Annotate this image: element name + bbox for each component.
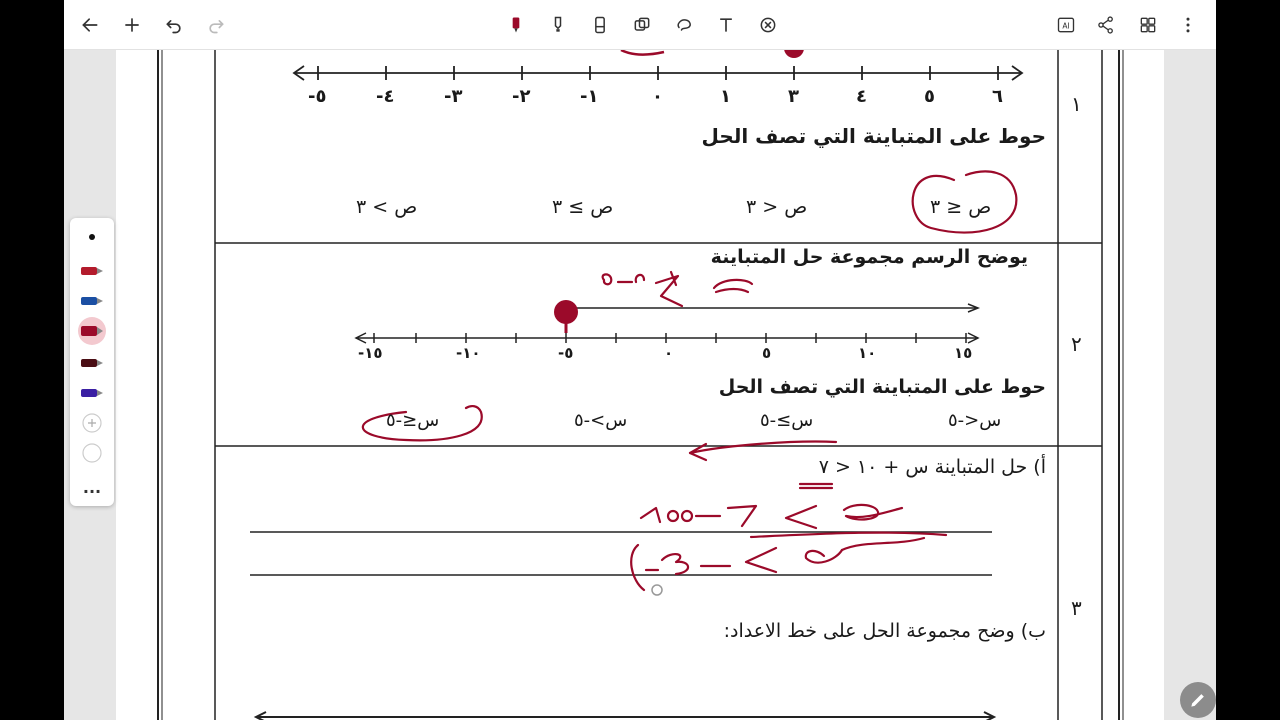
q1-option-3[interactable]: ص < ٣ [746,196,808,218]
dot-pen-icon[interactable] [78,226,106,248]
add-pen-icon[interactable] [78,412,106,434]
q1-tick-label: ٣ [788,86,799,107]
pencil-icon [1188,690,1208,710]
q2-number: ٢ [1071,332,1082,356]
edit-fab-button[interactable] [1180,682,1216,718]
maroon-pen-icon[interactable] [78,352,106,374]
lasso-icon[interactable] [630,13,654,37]
q2-tick-label: ١٥ [954,344,973,362]
q2-tick-label: ١٥- [358,344,383,362]
q3-number: ٣ [1071,596,1082,620]
ai-label: AI [1062,21,1070,31]
redo-icon[interactable] [204,13,228,37]
q1-number: ١ [1071,92,1082,116]
pen-tray [70,218,114,506]
q2-option-4[interactable]: س<-٥ [948,410,1002,431]
q1-tick-label: ٣- [444,86,463,107]
q1-option-2[interactable]: ص ≥ ٣ [552,196,614,218]
q1-tick-label: ٢- [512,86,531,107]
worksheet-page[interactable] [116,50,1164,720]
more-pens-button[interactable]: ... [82,477,102,497]
eraser-icon[interactable] [588,13,612,37]
q1-tick-label: ٥ [924,86,935,107]
q2-option-2[interactable]: س>-٥ [574,410,628,431]
purple-pen-icon[interactable] [78,382,106,404]
ai-icon[interactable] [1054,13,1078,37]
q1-tick-label: ٤- [376,86,395,107]
top-toolbar [64,0,1216,50]
q2-tick-label: ١٠- [456,344,481,362]
q2-tick-label: ٥ [762,344,772,362]
q1-tick-label: ٥- [308,86,327,107]
q2-title: يوضح الرسم مجموعة حل المتباينة [710,246,1028,268]
q2-solution-dot [554,300,578,324]
q2-tick-label: ١٠ [858,344,877,362]
plus-icon[interactable] [120,13,144,37]
share-icon[interactable] [1094,13,1118,37]
q2-numberline-labels [352,344,992,364]
q2-tick-label: ٠ [664,344,674,362]
shapes-icon[interactable] [672,13,696,37]
q1-tick-label: ١ [720,86,731,107]
q2-tick-label: ٥- [558,344,574,362]
text-tool-icon[interactable] [714,13,738,37]
q1-option-1[interactable]: ص > ٣ [356,196,418,218]
q1-numberline-labels [304,86,1024,110]
cursor-ring [652,585,662,595]
q1-tick-label: ٤ [856,86,867,107]
undo-icon[interactable] [162,13,186,37]
q3-part-a: أ) حل المتباينة س + ١٠ < ٧ [818,456,1046,478]
q3-part-b: ب) وضح مجموعة الحل على خط الاعداد: [723,620,1046,642]
app-canvas [64,0,1216,720]
empty-slot-icon[interactable] [78,442,106,464]
highlighter-icon[interactable] [546,13,570,37]
q1-tick-label: ١- [580,86,599,107]
dark-red-pen-selected-icon[interactable] [78,317,106,345]
q1-tick-label: ٠ [652,86,663,107]
q1-tick-label: ٦ [992,86,1003,107]
back-arrow-icon[interactable] [78,13,102,37]
blue-pen-icon[interactable] [78,290,106,312]
q1-option-4[interactable]: ص ≤ ٣ [930,196,992,218]
grid-view-icon[interactable] [1136,13,1160,37]
q1-prompt: حوط على المتباينة التي تصف الحل [701,124,1046,148]
more-vertical-icon[interactable] [1176,13,1200,37]
q2-prompt: حوط على المتباينة التي تصف الحل [718,376,1046,398]
q2-option-3[interactable]: س≥-٥ [760,410,814,431]
q1-solution-dot [784,50,804,58]
close-tool-icon[interactable] [756,13,780,37]
red-pen-icon[interactable] [78,260,106,282]
marker-pen-icon[interactable] [504,13,528,37]
q2-option-1[interactable]: س≤-٥ [386,410,440,431]
